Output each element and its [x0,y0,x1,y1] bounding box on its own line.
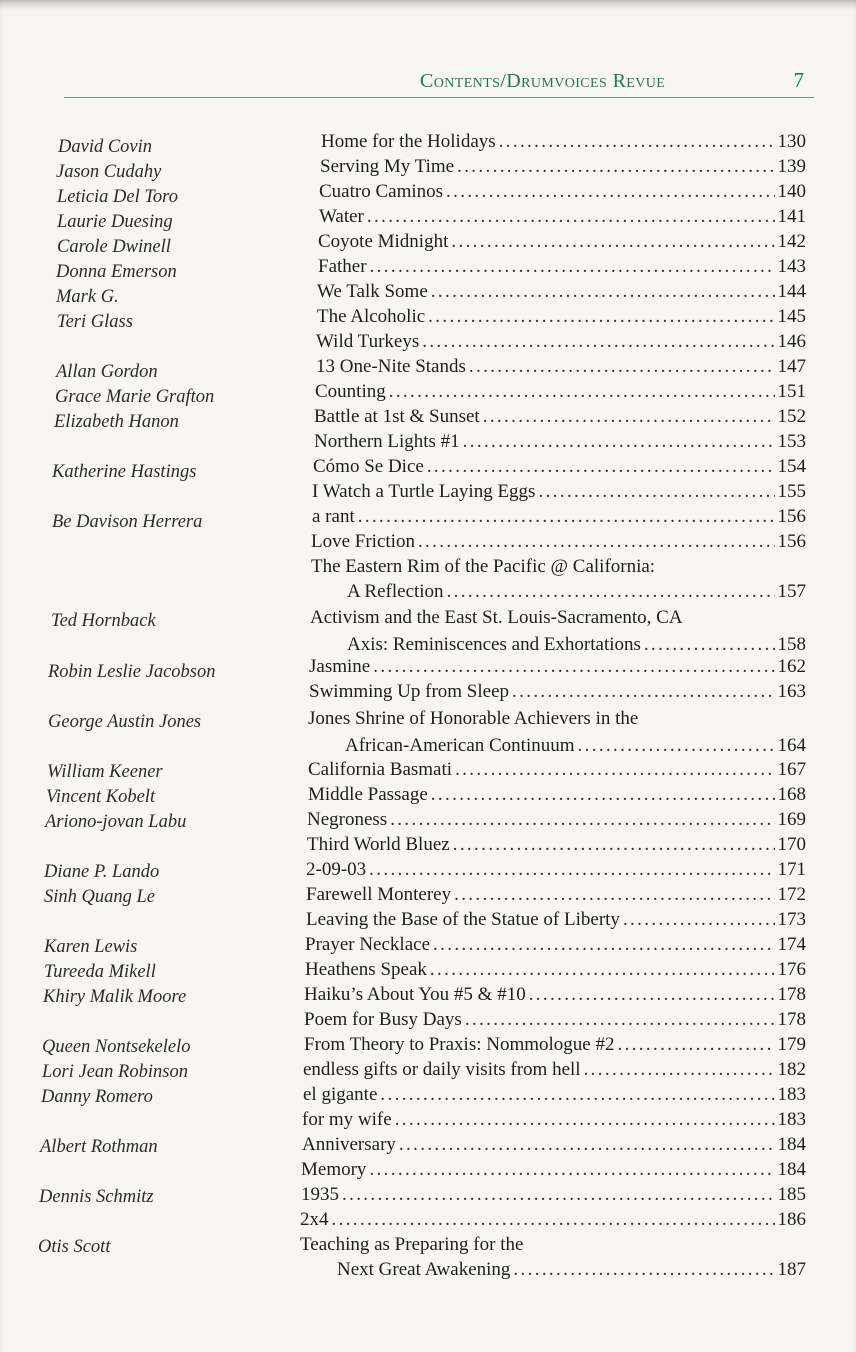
dot-leader [465,1009,775,1031]
entry-title: Serving My Time [320,156,455,177]
author-name: Katherine Hastings [52,462,197,482]
dot-leader [455,759,774,781]
author-name: Vincent Kobelt [46,787,156,807]
entry-title: A Reflection [347,581,444,602]
page-number: 7 [793,68,804,92]
dot-leader [538,481,774,503]
dot-leader [431,281,775,303]
entry-title: Northern Lights #1 [314,431,460,452]
entry-title: Counting [315,381,386,402]
toc-entry-line [317,281,806,303]
author-name: Sinh Quang Le [44,887,155,907]
toc-entry-line [321,131,806,153]
entry-page-number: 164 [777,735,806,756]
author-name: David Covin [58,137,153,157]
dot-leader [483,406,775,428]
dot-leader [332,1209,775,1231]
entry-title: Cómo Se Dice [313,456,424,477]
entry-title: Jones Shrine of Honorable Achievers in the [308,708,639,729]
toc-entry-line [309,656,806,678]
entry-title: Water [319,206,364,227]
entry-page-number: 173 [777,909,806,930]
dot-leader [358,506,775,528]
toc-entry-line [306,859,806,881]
entry-page-number: 154 [777,456,806,477]
entry-title: for my wife [302,1109,392,1130]
entry-page-number: 152 [777,406,806,427]
toc-entry-line [316,356,806,378]
entry-page-number: 179 [777,1034,806,1055]
toc-entry-line [306,884,806,906]
dot-leader [529,984,775,1006]
entry-page-number: 141 [777,206,806,227]
dot-leader [422,331,774,353]
dot-leader [446,181,774,203]
dot-leader [499,131,775,153]
dot-leader [469,356,775,378]
dot-leader [367,206,775,228]
entry-title: Leaving the Base of the Statue of Liberty [306,909,620,930]
entry-page-number: 184 [777,1134,806,1155]
author-name: Danny Romero [41,1087,153,1107]
author-name: Tureeda Mikell [44,962,156,982]
entry-title: 1935 [301,1184,339,1205]
author-name: Donna Emerson [56,262,177,282]
entry-page-number: 167 [777,759,806,780]
entry-page-number: 169 [777,809,806,830]
dot-leader [578,735,775,757]
entry-title: California Basmati [308,759,453,780]
entry-page-number: 178 [777,1009,806,1030]
entry-title: Home for the Holidays [321,131,496,152]
author-name: Jason Cudahy [56,162,162,182]
dot-leader [433,934,774,956]
toc-entry-line [307,834,806,856]
entry-title: endless gifts or daily visits from hell [303,1059,581,1080]
entry-title: Poem for Busy Days [304,1009,462,1030]
toc-entry-line [312,481,806,503]
dot-leader [373,656,774,678]
entry-title: Heathens Speak [305,959,427,980]
author-name: Grace Marie Grafton [55,387,215,407]
entry-page-number: 172 [777,884,806,905]
dot-leader [427,456,775,478]
entry-title: Father [318,256,367,277]
entry-page-number: 163 [777,681,806,702]
dot-leader [395,1109,775,1131]
entry-title: We Talk Some [317,281,428,302]
toc-entry-line [307,809,806,831]
header-rule [64,97,814,98]
entry-title: Anniversary [302,1134,396,1155]
entry-page-number: 184 [777,1159,806,1180]
entry-title: a rant [312,506,355,527]
toc-entry-line [317,306,806,328]
toc-entry-line [303,1059,806,1081]
dot-leader [584,1059,775,1081]
entry-page-number: 176 [777,959,806,980]
entry-page-number: 170 [777,834,806,855]
toc-entry-line [303,1084,806,1106]
entry-page-number: 183 [777,1109,806,1130]
entry-page-number: 140 [777,181,806,202]
toc-entry-line [302,1134,806,1156]
dot-leader [447,581,775,603]
entry-title: 13 One-Nite Stands [316,356,466,377]
dot-leader [370,256,775,278]
toc-entry-line [311,531,806,553]
entry-title: I Watch a Turtle Laying Eggs [312,481,536,502]
entry-title: Swimming Up from Sleep [309,681,510,702]
author-name: Robin Leslie Jacobson [48,662,216,682]
toc-entry-line [301,1159,806,1181]
toc-entry-line [319,181,806,203]
toc-entry-line [308,759,806,781]
entry-title: Haiku’s About You #5 & #10 [304,984,526,1005]
dot-leader [369,859,774,881]
dot-leader [430,959,775,981]
entry-page-number: 151 [777,381,806,402]
entry-title: Prayer Necklace [305,934,431,955]
entry-page-number: 147 [777,356,806,377]
dot-leader [431,784,775,806]
entry-title: Next Great Awakening [337,1259,511,1280]
dot-leader [451,231,774,253]
entry-page-number: 158 [777,634,806,655]
entry-title: Axis: Reminiscences and Exhortations [347,634,641,655]
dot-leader [512,681,774,703]
entry-title: Wild Turkeys [316,331,420,352]
entry-page-number: 153 [777,431,806,452]
entry-page-number: 182 [777,1059,806,1080]
dot-leader [399,1134,775,1156]
dot-leader [428,306,774,328]
author-name: Mark G. [56,287,119,307]
dot-leader [369,1159,774,1181]
header-title: Contents/Drumvoices Revue [420,70,666,92]
entry-title: Middle Passage [308,784,428,805]
entry-title: Memory [301,1159,367,1180]
dot-leader [513,1259,774,1281]
entry-page-number: 145 [777,306,806,327]
entry-page-number: 144 [777,281,806,302]
entry-page-number: 171 [777,859,806,880]
entry-title: Teaching as Preparing for the [300,1234,524,1255]
toc-entry-line [308,784,806,806]
toc-entry-line [312,506,806,528]
entry-title: The Alcoholic [317,306,426,327]
toc-entry-line [300,1209,806,1231]
entry-page-number: 143 [777,256,806,277]
toc-entry-line [301,1184,806,1206]
author-name: Karen Lewis [44,937,138,957]
toc-entry-line [315,381,806,403]
toc-entry-line [305,934,806,956]
dot-leader [623,909,775,931]
toc-entry-line [347,634,806,656]
toc-entry-line [320,156,806,178]
author-name: Khiry Malik Moore [43,987,187,1007]
dot-leader [457,156,774,178]
toc-entry-line [318,231,806,253]
entry-title: 2x4 [300,1209,329,1230]
entry-page-number: 142 [777,231,806,252]
entry-page-number: 157 [777,581,806,602]
entry-title: 2-09-03 [306,859,367,880]
toc-entry-line [309,681,806,703]
author-name: Otis Scott [38,1237,111,1257]
running-header [420,68,810,93]
entry-page-number: 155 [777,481,806,502]
entry-page-number: 168 [777,784,806,805]
entry-page-number: 178 [777,984,806,1005]
author-name: Laurie Duesing [57,212,173,232]
toc-entry-line [304,1034,806,1056]
dot-leader [342,1184,775,1206]
toc-entry-line [319,206,806,228]
dot-leader [390,809,774,831]
entry-title: Love Friction [311,531,415,552]
dot-leader [389,381,775,403]
author-name: Diane P. Lando [44,862,160,882]
toc-entry-line [345,735,806,757]
toc-entry-line [305,959,806,981]
toc-entry-line [314,406,806,428]
author-name: Queen Nontsekelelo [42,1037,191,1057]
toc-entry-line [304,984,806,1006]
dot-leader [644,634,775,656]
toc-entry-line [314,431,806,453]
dot-leader [454,884,774,906]
entry-page-number: 156 [777,506,806,527]
author-name: Ted Hornback [51,611,156,631]
entry-title: The Eastern Rim of the Pacific @ California: [311,556,656,577]
toc-entry-line [304,1009,806,1031]
entry-page-number: 174 [777,934,806,955]
entry-page-number: 183 [777,1084,806,1105]
dot-leader [463,431,775,453]
toc-entry-line [313,456,806,478]
toc-entry-line [318,256,806,278]
entry-page-number: 162 [777,656,806,677]
toc-entry-line [306,909,806,931]
entry-title: Jasmine [309,656,371,677]
entry-page-number: 156 [777,531,806,552]
author-name: Teri Glass [57,312,133,332]
entry-page-number: 186 [777,1209,806,1230]
dot-leader [418,531,775,553]
entry-title: African-American Continuum [345,735,575,756]
author-name: Allan Gordon [56,362,158,382]
entry-page-number: 187 [777,1259,806,1280]
entry-page-number: 146 [777,331,806,352]
entry-title: Coyote Midnight [318,231,449,252]
entry-page-number: 185 [777,1184,806,1205]
entry-title: From Theory to Praxis: Nommologue #2 [304,1034,615,1055]
author-name: Lori Jean Robinson [42,1062,188,1082]
toc-entry-line [337,1259,806,1281]
author-name: Leticia Del Toro [57,187,178,207]
author-name: Dennis Schmitz [39,1187,154,1207]
entry-title: Third World Bluez [307,834,450,855]
entry-page-number: 139 [777,156,806,177]
entry-title: Activism and the East St. Louis-Sacramento, CA [310,607,683,628]
toc-entry-line [316,331,806,353]
toc-entry-line [302,1109,806,1131]
entry-title: Battle at 1st & Sunset [314,406,480,427]
entry-title: Farewell Monterey [306,884,452,905]
author-name: Albert Rothman [40,1137,158,1157]
author-name: George Austin Jones [48,712,202,732]
author-name: Be Davison Herrera [52,512,203,532]
author-name: Carole Dwinell [57,237,171,257]
entry-title: el gigante [303,1084,378,1105]
toc-entry-line [347,581,806,603]
dot-leader [618,1034,775,1056]
dot-leader [453,834,775,856]
author-name: Ariono-jovan Labu [45,812,187,832]
author-name: Elizabeth Hanon [54,412,179,432]
author-name: William Keener [47,762,163,782]
dot-leader [380,1084,774,1106]
entry-page-number: 130 [777,131,806,152]
entry-title: Cuatro Caminos [319,181,444,202]
entry-title: Negroness [307,809,388,830]
